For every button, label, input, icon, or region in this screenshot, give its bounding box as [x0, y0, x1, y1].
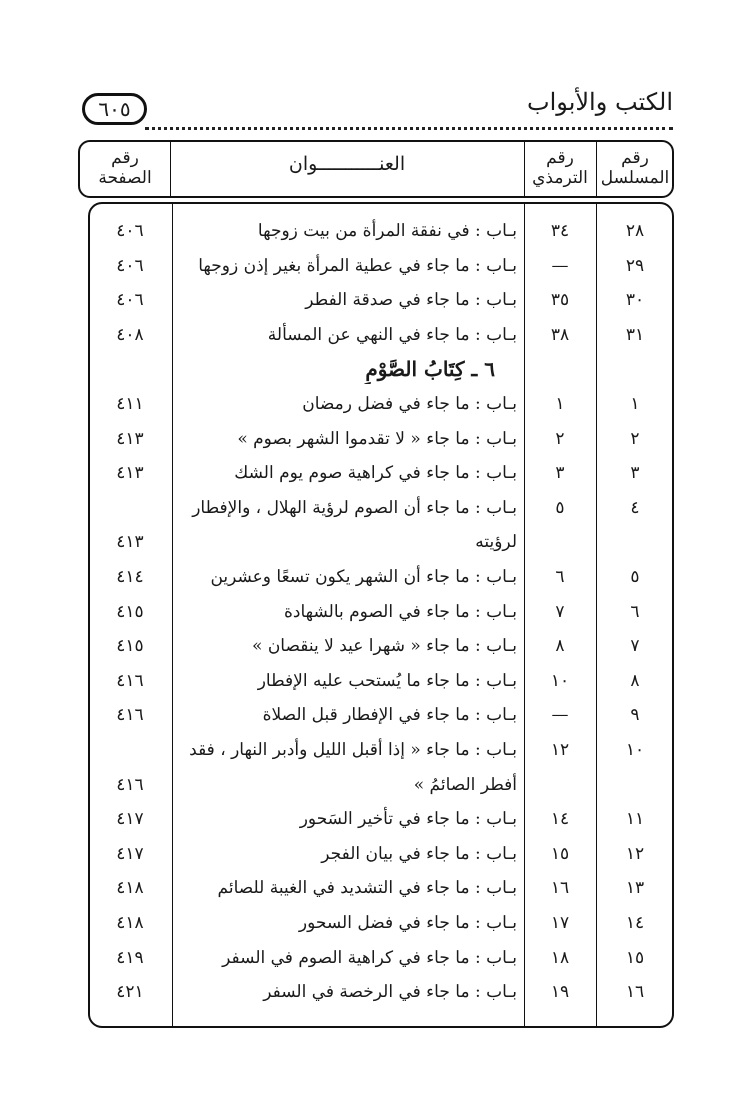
table-row	[0, 216, 745, 246]
serial-cell: ١٣	[625, 878, 645, 899]
column-header-serial-line1: رقم	[621, 148, 649, 168]
table-row	[0, 424, 745, 454]
title-cell: بـاب : ما جاء في بيان الفجر	[321, 843, 517, 864]
table-row	[0, 251, 745, 281]
table-row	[0, 770, 745, 800]
serial-cell: ٤	[630, 497, 640, 518]
page-cell: ٤١٣	[116, 428, 144, 449]
tirmidhi-cell: —	[551, 255, 569, 276]
title-cell: بـاب : ما جاء في عطية المرأة بغير إذن زوجها	[198, 255, 517, 276]
table-row	[0, 458, 745, 488]
serial-cell: ١٠	[625, 740, 645, 760]
tirmidhi-cell: ١٩	[550, 982, 570, 1003]
table-row	[0, 735, 745, 765]
title-cell: لرؤيته	[475, 532, 517, 553]
table-row	[0, 977, 745, 1007]
serial-cell: ٨	[630, 670, 640, 691]
page-cell: ٤١٩	[116, 947, 144, 968]
page-cell: ٤١٦	[116, 705, 144, 726]
serial-cell: ٢	[630, 428, 640, 449]
title-cell: بـاب : ما جاء في التشديد في الغيبة للصائم	[217, 878, 517, 899]
serial-cell: ٦	[630, 601, 640, 622]
serial-cell: ١١	[625, 809, 645, 830]
serial-cell: ١	[630, 394, 640, 414]
tirmidhi-cell: ٦	[555, 567, 565, 587]
page-cell: ٤١١	[116, 394, 144, 414]
tirmidhi-cell: ١٠	[550, 670, 570, 691]
title-cell: بـاب : ما جاء في النهي عن المسألة	[267, 324, 517, 345]
tirmidhi-cell: ١	[555, 394, 565, 414]
table-row	[0, 700, 745, 730]
title-cell: بـاب : ما جاء أن الصوم لرؤية الهلال ، والإفطار	[192, 497, 517, 518]
tirmidhi-cell: ١٧	[550, 913, 570, 933]
tirmidhi-cell: ١٨	[550, 947, 570, 968]
table-row	[0, 320, 745, 350]
title-cell: ٦ ـ كِتَابُ الصَّوْمِ	[365, 357, 495, 382]
page-cell: ٤١٥	[116, 601, 144, 622]
serial-cell: ٢٩	[625, 255, 645, 276]
title-cell: بـاب : ما جاء ما يُستحب عليه الإفطار	[257, 670, 517, 691]
column-header-serial-line2: المسلسل	[600, 168, 670, 188]
tirmidhi-cell: ١٤	[550, 809, 570, 830]
table-row	[0, 597, 745, 627]
tirmidhi-cell: —	[551, 705, 569, 726]
tirmidhi-cell: ٣٥	[550, 290, 570, 311]
title-cell: بـاب : ما جاء « لا تقدموا الشهر بصوم »	[237, 428, 517, 449]
title-cell: بـاب : ما جاء في صدقة الفطر	[305, 290, 517, 311]
table-row	[0, 804, 745, 834]
title-cell: بـاب : في نفقة المرأة من بيت زوجها	[257, 221, 517, 241]
table-row	[0, 943, 745, 973]
page-cell: ٤١٦	[116, 670, 144, 691]
page-cell: ٤١٨	[116, 913, 144, 933]
page-cell: ٤٠٦	[116, 290, 144, 311]
tirmidhi-cell: ٥	[555, 497, 565, 518]
table-row	[0, 493, 745, 523]
serial-cell: ٥	[630, 567, 640, 587]
page-cell: ٤١٣	[116, 463, 144, 484]
table-row	[0, 562, 745, 592]
page-cell: ٤١٧	[116, 843, 144, 864]
serial-cell: ١٥	[625, 947, 645, 968]
serial-cell: ٧	[630, 636, 640, 657]
title-cell: بـاب : ما جاء في تأخير السَحور	[299, 809, 517, 830]
page-cell: ٤٠٦	[116, 255, 144, 276]
dotted-rule	[145, 127, 673, 130]
title-cell: بـاب : ما جاء في فضل رمضان	[302, 394, 517, 414]
page-cell: ٤١٦	[116, 774, 144, 795]
tirmidhi-cell: ٢	[555, 428, 565, 449]
page-cell: ٤٠٨	[116, 324, 144, 345]
page-cell: ٤١٤	[116, 567, 144, 587]
page-cell: ٤١٣	[116, 532, 144, 553]
column-header-page-line2: الصفحة	[98, 168, 152, 188]
serial-cell: ١٤	[625, 913, 645, 933]
tirmidhi-cell: ٣٤	[550, 221, 570, 241]
column-header-page-line1: رقم	[111, 148, 139, 168]
tirmidhi-cell: ٣٨	[550, 324, 570, 345]
column-header-page	[80, 148, 170, 188]
table-row	[0, 631, 745, 661]
title-cell: بـاب : ما جاء أن الشهر يكون تسعًا وعشرين	[210, 567, 517, 587]
serial-cell: ٣٠	[625, 290, 645, 311]
section-heading-row	[0, 354, 745, 384]
title-cell: بـاب : ما جاء في الرخصة في السفر	[263, 982, 517, 1003]
page-number: ٦٠٥	[98, 97, 131, 121]
serial-cell: ٣١	[625, 324, 645, 345]
column-header-tirmidhi-line1: رقم	[546, 148, 574, 168]
title-cell: أفطر الصائمُ »	[413, 774, 517, 795]
table-row	[0, 389, 745, 419]
tirmidhi-cell: ١٢	[550, 740, 570, 760]
title-cell: بـاب : ما جاء « شهرا عيد لا ينقصان »	[252, 636, 517, 657]
table-row	[0, 839, 745, 869]
table-row	[0, 285, 745, 315]
serial-cell: ٣	[630, 463, 640, 484]
title-cell: بـاب : ما جاء في كراهية الصوم في السفر	[222, 947, 517, 968]
table-row	[0, 908, 745, 938]
serial-cell: ٢٨	[625, 221, 645, 241]
serial-cell: ٩	[630, 705, 640, 726]
title-cell: بـاب : ما جاء في كراهية صوم يوم الشك	[234, 463, 517, 484]
page-cell: ٤٠٦	[116, 221, 144, 241]
serial-cell: ١٢	[625, 843, 645, 864]
page-cell: ٤١٧	[116, 809, 144, 830]
column-header-title: العنـــــــــــوان	[288, 153, 406, 175]
page-cell: ٤١٨	[116, 878, 144, 899]
tirmidhi-cell: ٨	[555, 636, 565, 657]
column-header-serial	[596, 148, 674, 188]
tirmidhi-cell: ٣	[555, 463, 565, 484]
table-row	[0, 873, 745, 903]
page-cell: ٤١٥	[116, 636, 144, 657]
tirmidhi-cell: ١٥	[550, 843, 570, 864]
page-number-badge	[82, 93, 147, 125]
table-row	[0, 666, 745, 696]
page-cell: ٤٢١	[116, 982, 144, 1003]
header-divider	[170, 141, 171, 197]
title-cell: بـاب : ما جاء في فضل السحور	[298, 913, 517, 933]
title-cell: بـاب : ما جاء « إذا أقبل الليل وأدبر النهار ، فقد	[189, 740, 517, 760]
title-cell: بـاب : ما جاء في الصوم بالشهادة	[283, 601, 517, 622]
table-row	[0, 527, 745, 557]
tirmidhi-cell: ١٦	[550, 878, 570, 899]
title-cell: بـاب : ما جاء في الإفطار قبل الصلاة	[262, 705, 517, 726]
running-header-title: الكتب والأبواب	[527, 88, 673, 116]
column-header-tirmidhi-line2: الترمذي	[532, 168, 588, 188]
tirmidhi-cell: ٧	[555, 601, 565, 622]
column-header-tirmidhi	[524, 148, 596, 188]
serial-cell: ١٦	[625, 982, 645, 1003]
